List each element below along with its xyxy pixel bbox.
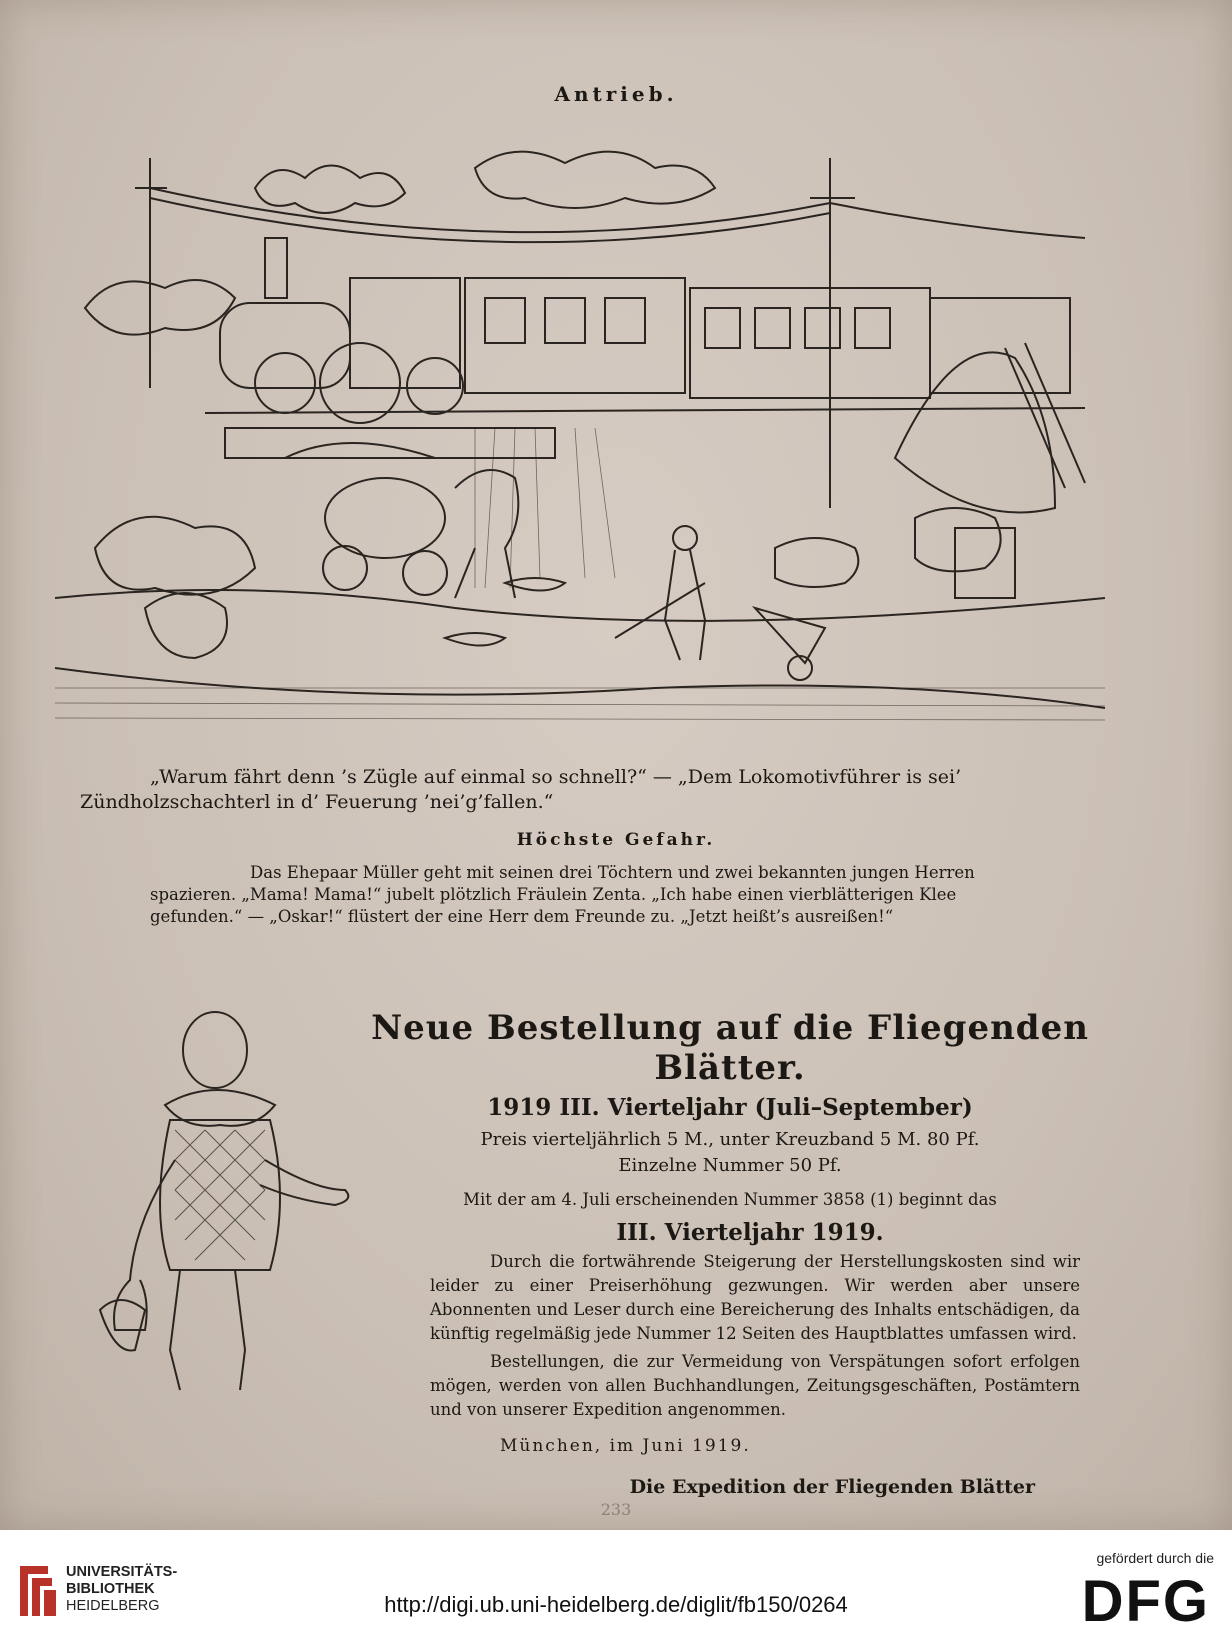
anecdote-heading: Höchste Gefahr. bbox=[516, 830, 716, 850]
institution-name: UNIVERSITÄTS- BIBLIOTHEK HEIDELBERG bbox=[66, 1564, 178, 1614]
announcement-city-date: München, im Juni 1919. bbox=[500, 1436, 751, 1456]
announcement-signature: Die Expedition der Fliegenden Blätter bbox=[629, 1476, 1035, 1498]
anecdote-text: Das Ehepaar Müller geht mit seinen drei Töchtern und zwei bekannten jungen Herren spazieren. „Mama! Mama!“ jubelt plötzlich Fräulein Zenta. „Ich habe einen vierblätterigen Klee gefunden.“ — „Oskar!“ flüstert der eine Herr dem Freunde zu. „Jetzt heißt’s ausreißen!“ bbox=[150, 863, 975, 926]
page-number: 233 bbox=[600, 1500, 632, 1519]
announcement-single-issue: Einzelne Nummer 50 Pf. bbox=[618, 1155, 842, 1176]
announcement-paragraph-2: Bestellungen, die zur Vermeidung von Verspätungen sofort erfolgen mögen, werden von allen Buchhandlungen, Zeitungsgeschäften, Postämtern und von unserer Expedition angenommen. bbox=[430, 1352, 1080, 1419]
subscription-announcement bbox=[370, 1008, 1090, 1498]
cartoon-title: Antrieb. bbox=[554, 82, 678, 106]
announcement-paragraph-1: Durch die fortwährende Steigerung der Herstellungskosten sind wir leider zu einer Preiserhöhung gezwungen. Wir werden aber unsere Abonnenten und Leser durch eine Bereicherung des Inhalts entschädigen, da künftig regelmäßig jede Nummer 12 Seiten des Hauptblattes umfassen wird. bbox=[430, 1252, 1080, 1343]
announcement-title: Neue Bestellung auf die Fliegenden Blätter. bbox=[371, 1008, 1089, 1088]
funded-by-label: gefördert durch die bbox=[1096, 1550, 1214, 1566]
announcement-start-line: Mit der am 4. Juli erscheinenden Nummer 3858 (1) beginnt das bbox=[463, 1190, 997, 1209]
announcement-quarter: III. Vierteljahr 1919. bbox=[616, 1219, 884, 1246]
train-cartoon-illustration bbox=[55, 128, 1105, 738]
dfg-logo: DFG bbox=[1081, 1569, 1210, 1634]
footer-bar bbox=[0, 1530, 1232, 1640]
announcement-price: Preis vierteljährlich 5 M., unter Kreuzband 5 M. 80 Pf. bbox=[480, 1129, 980, 1150]
announcement-subtitle: 1919 III. Vierteljahr (Juli–September) bbox=[487, 1094, 973, 1121]
digital-copy-url[interactable]: http://digi.ub.uni-heidelberg.de/diglit/fb150/0264 bbox=[384, 1592, 848, 1617]
cartoon-caption: „Warum fährt denn ’s Zügle auf einmal so schnell?“ — „Dem Lokomotivführer is sei’ Zündholzschachterl in d’ Feuerung ’nei’g’fallen.“ bbox=[80, 766, 962, 813]
jester-illustration bbox=[95, 1010, 365, 1410]
